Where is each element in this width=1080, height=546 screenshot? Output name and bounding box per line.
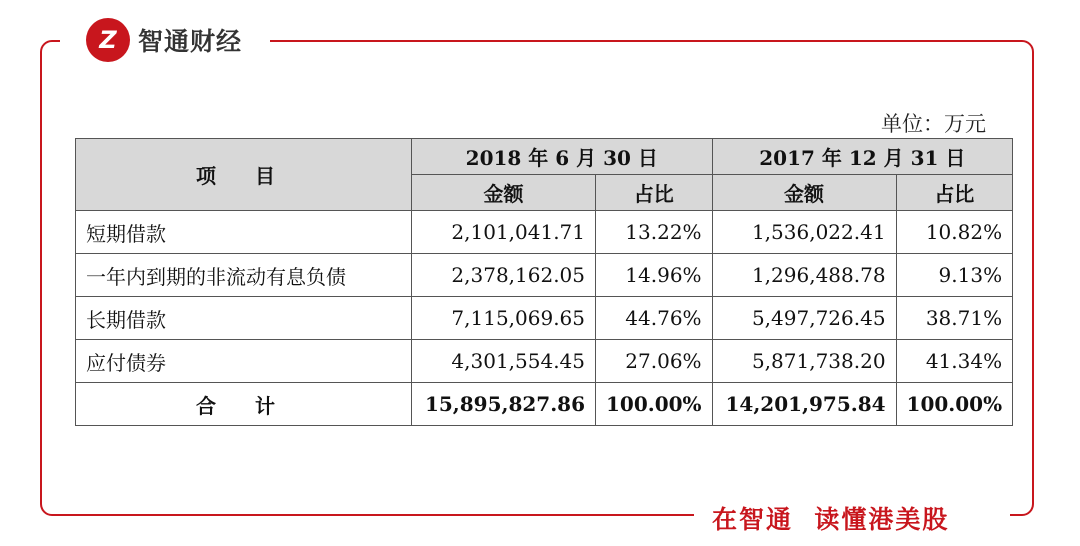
row-name: 短期借款	[76, 211, 412, 254]
row-ratio-2017: 9.13%	[896, 254, 1013, 297]
header-amount-2017: 金额	[712, 175, 896, 211]
brand-logo	[86, 18, 242, 62]
brand-logo-icon	[86, 18, 130, 62]
unit-label: 单位：万元	[881, 112, 986, 136]
total-label: 合 计	[76, 383, 412, 426]
row-ratio-2018: 14.96%	[596, 254, 713, 297]
row-amount-2018: 7,115,069.65	[412, 297, 596, 340]
header-ratio-2017: 占比	[896, 175, 1013, 211]
total-row	[76, 383, 1013, 426]
row-ratio-2017: 38.71%	[896, 297, 1013, 340]
debt-table	[75, 138, 1013, 426]
row-ratio-2017: 41.34%	[896, 340, 1013, 383]
row-amount-2017: 5,497,726.45	[712, 297, 896, 340]
table-row	[76, 297, 1013, 340]
total-ratio-2017: 100.00%	[896, 383, 1013, 426]
slogan: 在智通 读懂港美股	[712, 505, 950, 534]
row-ratio-2017: 10.82%	[896, 211, 1013, 254]
total-amount-2017: 14,201,975.84	[712, 383, 896, 426]
table-row	[76, 211, 1013, 254]
header-period-2017: 2017 年 12 月 31 日	[712, 139, 1013, 175]
row-amount-2017: 1,296,488.78	[712, 254, 896, 297]
row-amount-2017: 1,536,022.41	[712, 211, 896, 254]
svg-text:Z: Z	[99, 26, 117, 54]
row-ratio-2018: 27.06%	[596, 340, 713, 383]
row-amount-2018: 4,301,554.45	[412, 340, 596, 383]
header-amount-2018: 金额	[412, 175, 596, 211]
row-name: 一年内到期的非流动有息负债	[76, 254, 412, 297]
row-amount-2018: 2,378,162.05	[412, 254, 596, 297]
row-amount-2018: 2,101,041.71	[412, 211, 596, 254]
header-item: 项 目	[76, 139, 412, 211]
table-row	[76, 340, 1013, 383]
row-amount-2017: 5,871,738.20	[712, 340, 896, 383]
header-period-2018: 2018 年 6 月 30 日	[412, 139, 713, 175]
row-name: 长期借款	[76, 297, 412, 340]
table-row	[76, 254, 1013, 297]
row-ratio-2018: 44.76%	[596, 297, 713, 340]
total-amount-2018: 15,895,827.86	[412, 383, 596, 426]
total-ratio-2018: 100.00%	[596, 383, 713, 426]
brand-name: 智通财经	[138, 27, 243, 56]
row-name: 应付债券	[76, 340, 412, 383]
header-ratio-2018: 占比	[596, 175, 713, 211]
row-ratio-2018: 13.22%	[596, 211, 713, 254]
